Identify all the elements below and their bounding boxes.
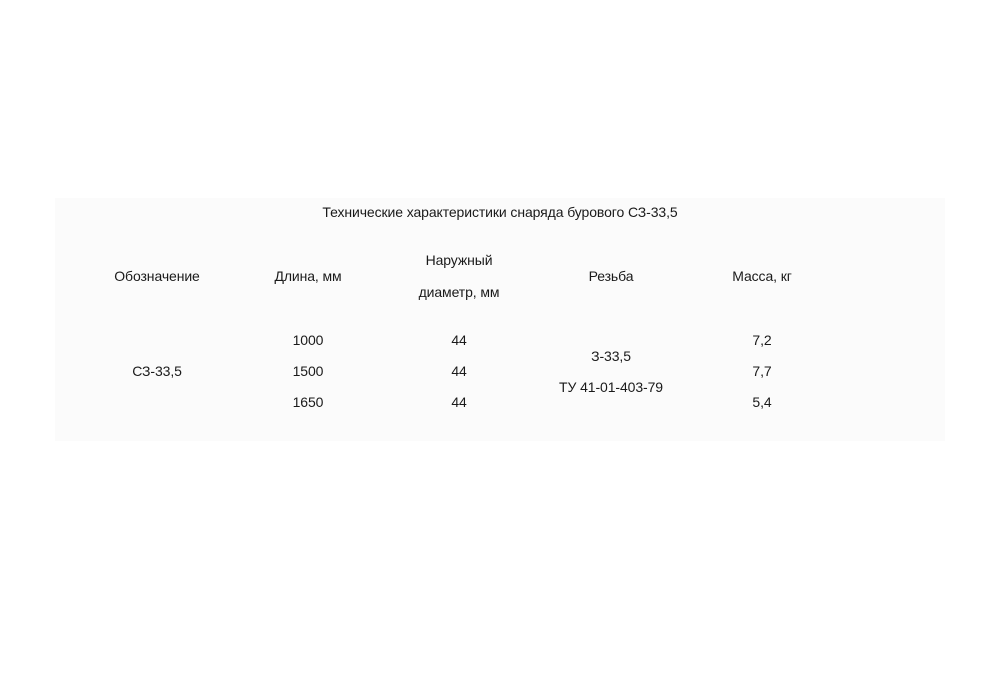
designation-value: СЗ-33,5 (132, 363, 182, 379)
thread-value-line1: З-33,5 (591, 348, 631, 364)
row-1-length: 1000 (292, 332, 324, 348)
row-1-mass: 7,2 (752, 332, 772, 348)
header-diameter-line2: диаметр, мм (418, 284, 500, 300)
header-diameter-line1: Наружный (425, 252, 493, 268)
row-3-length: 1650 (292, 394, 324, 410)
row-2-mass: 7,7 (752, 363, 772, 379)
header-mass: Масса, кг (732, 268, 792, 284)
row-3-diameter: 44 (451, 394, 467, 410)
header-length: Длина, мм (274, 268, 342, 284)
header-designation: Обозначение (114, 268, 200, 284)
row-1-diameter: 44 (451, 332, 467, 348)
table-title: Технические характеристики снаряда бурового СЗ-33,5 (322, 204, 678, 220)
row-2-diameter: 44 (451, 363, 467, 379)
thread-value-line2: ТУ 41-01-403-79 (559, 379, 663, 395)
row-2-length: 1500 (292, 363, 324, 379)
header-thread: Резьба (588, 268, 634, 284)
row-3-mass: 5,4 (752, 394, 772, 410)
